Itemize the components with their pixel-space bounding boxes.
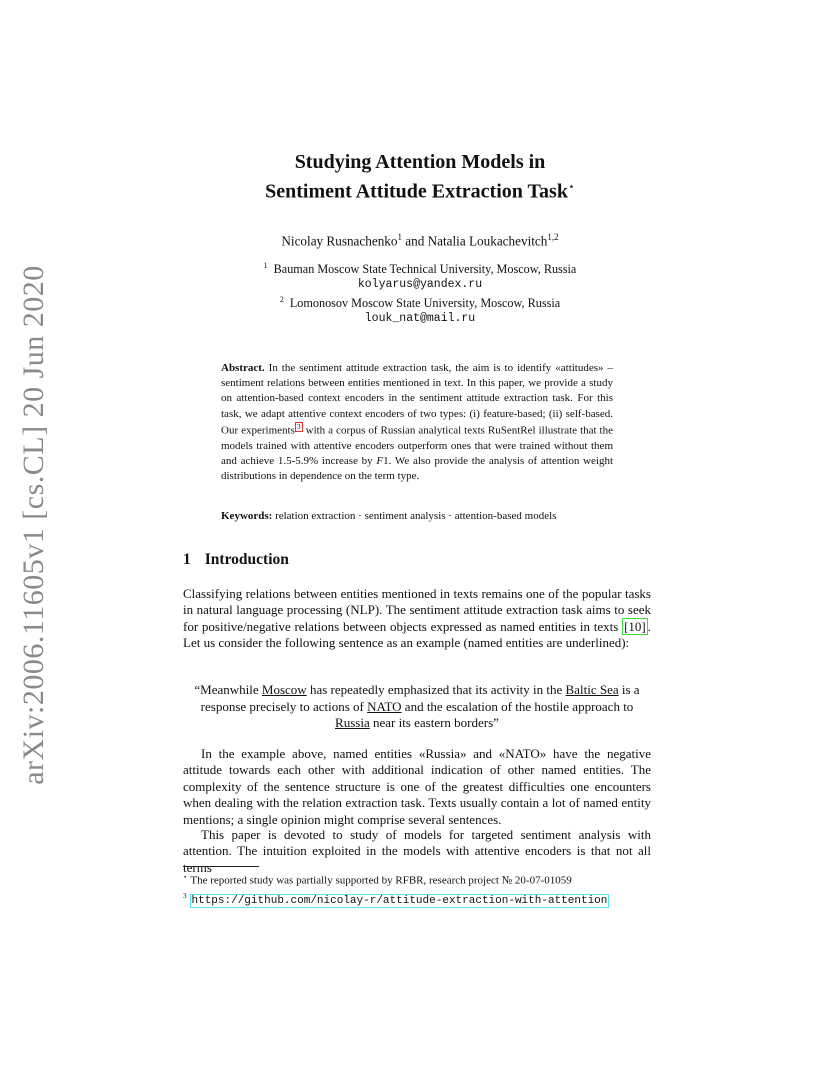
abstract-text-c: . We also provide the analysis of attention weight distributions in dependence on the term type. (221, 454, 613, 483)
affiliation-2: $^2$ Lomonosov Moscow State University, Moscow, Russia (279, 295, 561, 311)
author-1: Nicolay Rusnachenko (281, 233, 398, 249)
entity-nato: NATO (367, 698, 402, 714)
example-quote: “Meanwhile Moscow has repeatedly emphasized that its activity in the Baltic Sea is a response precisely to actions of NATO and the escalation of the hostile approach to Russia near its eastern borders” (194, 682, 640, 730)
f1-symbol: F (376, 454, 384, 467)
abstract (221, 361, 613, 484)
author-and: and (405, 233, 425, 249)
footnote-ref-3[interactable]: 3 (296, 421, 301, 431)
entity-baltic-sea: Baltic Sea (565, 682, 619, 697)
abstract-label: Abstract. (221, 362, 265, 374)
section-heading (183, 551, 289, 569)
entity-moscow: Moscow (261, 682, 307, 697)
affiliation-1: $^1$ Bauman Moscow State Technical University, Moscow, Russia (263, 261, 577, 277)
paper-title (180, 150, 660, 205)
entity-russia: Russia (335, 715, 370, 730)
keywords-label: Keywords: (221, 510, 273, 522)
footnote-funding: ⋆ The reported study was partially supported by RFBR, research project № 20-07-01059 (183, 873, 572, 887)
email-1[interactable]: kolyarus@yandex.ru (357, 278, 483, 292)
intro-paragraph-3: This paper is devoted to study of models for targeted sentiment analysis with attention. The intuition exploited in the models with attentive encoders is that not all terms (183, 827, 651, 875)
abstract-text-a: In the sentiment attitude extraction task, the aim is to identify «attitudes» – sentiment relations between entities mentioned in text. In this paper, we provide a study on attention-based context encoders in the sentiment attitude extraction task. For this task, we adapt attentive context encoders of two types: (i) feature-based; (ii) self-based. Our experiments (221, 362, 614, 437)
github-link[interactable]: https://github.com/nicolay-r/attitude-extraction-with-attention (191, 894, 608, 907)
citation-10[interactable]: [10] (624, 618, 646, 634)
footnotes (183, 870, 683, 909)
section-title-text: Introduction (204, 551, 289, 568)
abstract-text-b: with a corpus of Russian analytical texts RuSentRel illustrate that the models trained with attentive encoders outperform ones that were trained without them and achieve 1.5-5.9% increase by (221, 424, 613, 467)
author-1-affil: 1 (397, 232, 402, 242)
title-footnote-mark[interactable]: ⋆ (567, 181, 575, 193)
affiliations (180, 258, 660, 326)
author-list (180, 228, 660, 250)
f1-subscript: 1 (383, 454, 389, 467)
email-2[interactable]: louk_nat@mail.ru (364, 312, 476, 326)
keywords (221, 509, 613, 524)
arxiv-identifier[interactable]: arXiv:2006.11605v1 [cs.CL] 20 Jun 2020 (17, 265, 51, 785)
intro-paragraph-2: In the example above, named entities «Russia» and «NATO» have the negative attitude towards each other with additional indication of other named entities. The complexity of the sentence structure is one of the greatest difficulties one encounters when dealing with the relation extraction task. Texts usually contain a lot of named entity mentions; a single opinion might comprise several sentences. (183, 746, 651, 827)
section-number: 1 (183, 551, 191, 568)
author-2-affil: 1,2 (547, 232, 559, 242)
keywords-text: relation extraction · sentiment analysis · attention-based models (275, 510, 557, 522)
footnote-rule (183, 866, 259, 867)
title-line-2: Sentiment Attitude Extraction Task⋆ (265, 180, 575, 203)
author-2: Natalia Loukachevitch (427, 233, 548, 249)
intro-paragraph-1: Classifying relations between entities mentioned in texts remains one of the popular tasks in natural language processing (NLP). The sentiment attitude extraction task aims to seek for positive/negative relations between objects expressed as named entities in texts [10] . Let us consider the following sentence as an example (named entities are underlined): (183, 586, 651, 651)
footnote-url: $^3$ https://github.com/nicolay-r/attitude-extraction-with-attention (183, 892, 608, 907)
arxiv-stamp (4, 265, 64, 785)
title-line-1: Studying Attention Models in (294, 151, 546, 173)
